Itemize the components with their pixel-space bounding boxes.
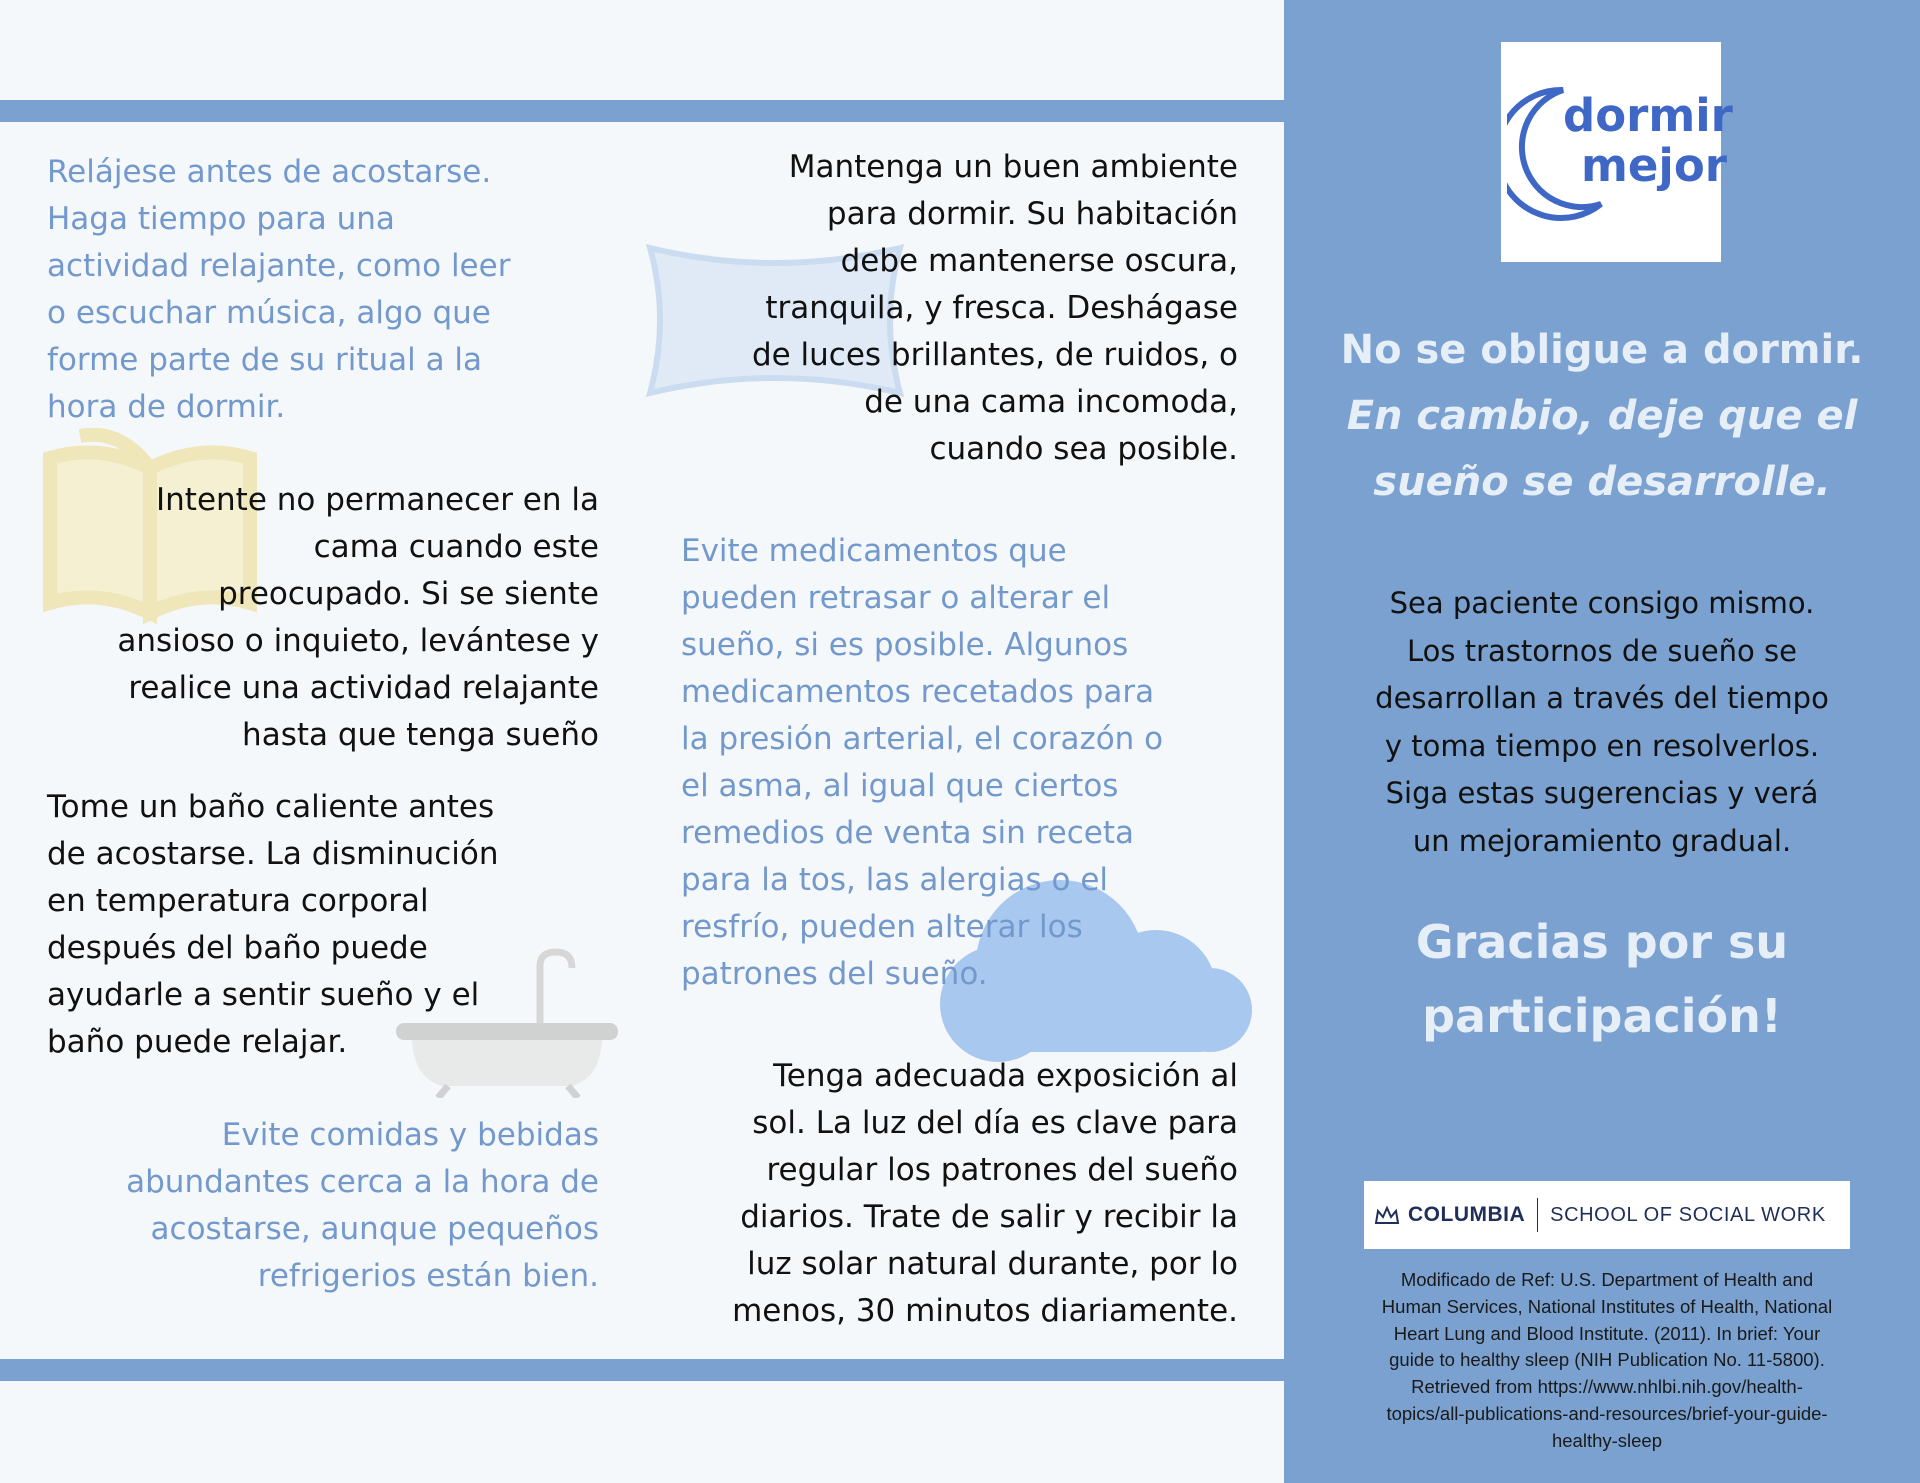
bottom-accent-band — [0, 1359, 1284, 1381]
tip-medication: Evite medicamentos que pueden retrasar o alterar el sueño, si es posible. Algunos medicamentos recetados para la presión arterial, el corazón o el asma, al igual que ciertos remedios de venta sin receta para la tos, las alergias o el resfrío, pueden alterar los patrones del sueño. — [681, 533, 1164, 992]
school-name: SCHOOL OF SOCIAL WORK — [1550, 1203, 1826, 1226]
panel-heading-line-1: No se obligue a dormir. — [1340, 327, 1864, 373]
top-accent-band — [0, 100, 1284, 122]
panel-heading-line-2 — [1320, 383, 1884, 449]
logo-divider — [1537, 1198, 1538, 1232]
thanks-message: Gracias por su participación! — [1415, 915, 1789, 1043]
panel-heading-line-3-text: sueño se desarrolle. — [1373, 459, 1831, 505]
tip-sun: Tenga adecuada exposición al sol. La luz del día es clave para regular los patrones del sueño diarios. Trate de salir y recibir la luz solar natural durante, por lo menos, 30 minutos diariamente. — [732, 1058, 1238, 1329]
crown-icon — [1374, 1205, 1400, 1225]
tip-environment: Mantenga un buen ambiente para dormir. Su habitación debe mantenerse oscura, tranquila, y fresca. Deshágase de luces brillantes, de ruidos, o de una cama incomoda, cuando sea posible. — [751, 149, 1238, 467]
institution-name: COLUMBIA — [1408, 1203, 1526, 1226]
tip-bed: Intente no permanecer en la cama cuando este preocupado. Si se siente ansioso o inquieto, levántese y realice una actividad relajante hasta que tenga sueño — [117, 482, 599, 753]
panel-heading-line-3 — [1320, 449, 1884, 515]
panel-heading-line-2-text: En cambio, deje que el — [1346, 393, 1858, 439]
logo-line-2: mejor — [1581, 139, 1727, 192]
tip-relax: Relájese antes de acostarse. Haga tiempo para una actividad relajante, como leer o escuchar música, algo que forme parte de su ritual a la hora de dormir. — [47, 154, 511, 425]
dormir-mejor-logo — [1501, 42, 1733, 262]
tip-bath: Tome un baño caliente antes de acostarse. La disminución en temperatura corporal después del baño puede ayudarle a sentir sueño y el baño puede relajar. — [47, 789, 499, 1060]
logo-line-1: dormir — [1563, 89, 1733, 142]
panel-body: Sea paciente consigo mismo. Los trastornos de sueño se desarrollan a través del tiempo y toma tiempo en resolverlos. Siga estas sugerencias y verá un mejoramiento gradual. — [1375, 586, 1829, 858]
reference-citation: Modificado de Ref: U.S. Department of Health and Human Services, National Institutes of Health, National Heart Lung and Blood Institute. (2011). In brief: Your guide to healthy sleep (NIH Publication No. 11-5800). Retrieved from https://www.nhlbi.nih.gov/health- topics/all-publications-and-resources/brief-your-guide- healthy-sleep — [1381, 1269, 1833, 1451]
tip-food: Evite comidas y bebidas abundantes cerca a la hora de acostarse, aunque pequeños refrigerios están bien. — [126, 1117, 599, 1294]
columbia-logo — [1364, 1181, 1850, 1249]
